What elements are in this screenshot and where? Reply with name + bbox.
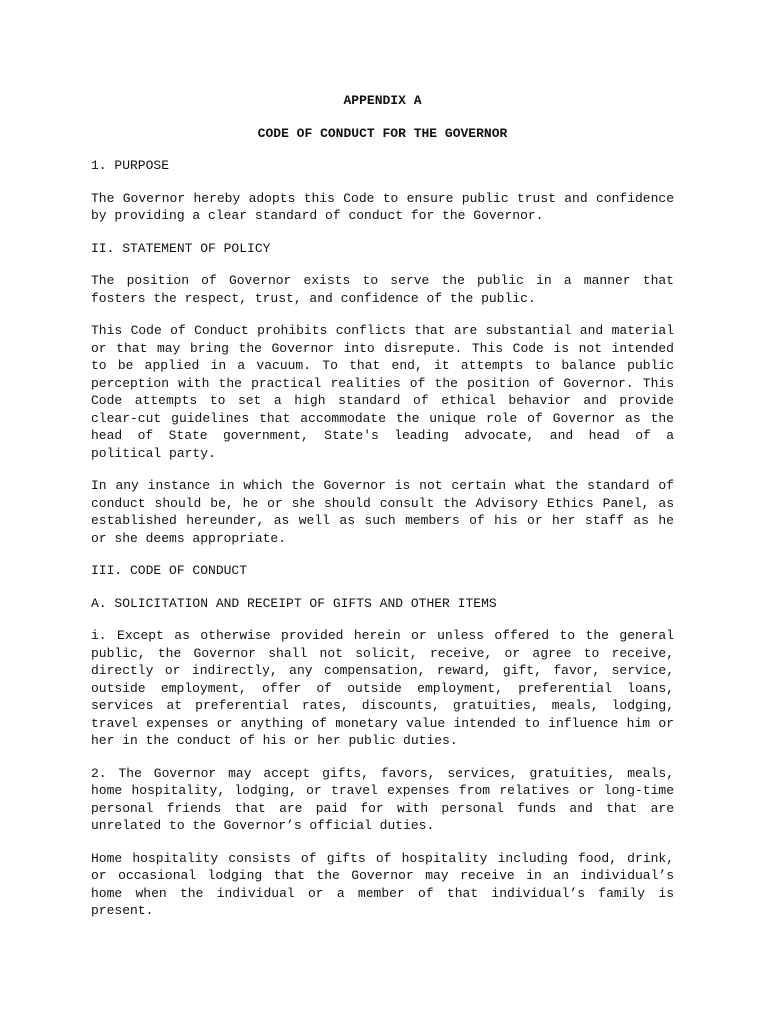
gifts-paragraph-2: 2. The Governor may accept gifts, favors, services, gratuities, meals, home hospitality, lodging, or travel expenses from relatives or long-time personal friends that are paid for with personal funds and that are unrelated to the Governor’s official duties.	[91, 765, 674, 833]
document-page	[91, 92, 674, 935]
policy-paragraph-3: In any instance in which the Governor is not certain what the standard of conduct should be, he or she should consult the Advisory Ethics Panel, as established hereunder, as well as such members of his or her staff as he or she deems appropriate.	[91, 478, 674, 546]
section-heading-policy: II. STATEMENT OF POLICY	[91, 240, 271, 256]
gifts-paragraph-3: Home hospitality consists of gifts of hospitality including food, drink, or occasional lodging that the Governor may receive in an individual’s home when the individual or a member of that individual’s family is present.	[91, 850, 674, 918]
section-heading-purpose: 1. PURPOSE	[91, 158, 170, 173]
purpose-paragraph: The Governor hereby adopts this Code to ensure public trust and confidence by providing a clear standard of conduct for the Governor.	[91, 190, 674, 223]
policy-paragraph-2: This Code of Conduct prohibits conflicts that are substantial and material or that may bring the Governor into disrepute. This Code is not intended to be applied in a vacuum. To that end, it attempts to balance public perception with the practical realities of the position of Governor. This Code attempts to set a high standard of ethical behavior and provide clear-cut guidelines that accommodate the unique role of Governor as the head of State government, State's leading advocate, and head of a political party.	[91, 323, 674, 461]
document-title: CODE OF CONDUCT FOR THE GOVERNOR	[257, 125, 508, 141]
subsection-heading-gifts: A. SOLICITATION AND RECEIPT OF GIFTS AND OTHER ITEMS	[91, 595, 497, 611]
appendix-label: APPENDIX A	[343, 93, 422, 108]
gifts-paragraph-1: i. Except as otherwise provided herein or unless offered to the general public, the Governor shall not solicit, receive, or agree to receive, directly or indirectly, any compensation, reward, gift, favor, service, outside employment, offer of outside employment, preferential loans, services at preferential rates, discounts, gratuities, meals, lodging, travel expenses or anything of monetary value intended to influence him or her in the conduct of his or her public duties.	[91, 628, 674, 748]
policy-paragraph-1: The position of Governor exists to serve the public in a manner that fosters the respect, trust, and confidence of the public.	[91, 273, 674, 306]
section-heading-conduct: III. CODE OF CONDUCT	[91, 563, 248, 578]
